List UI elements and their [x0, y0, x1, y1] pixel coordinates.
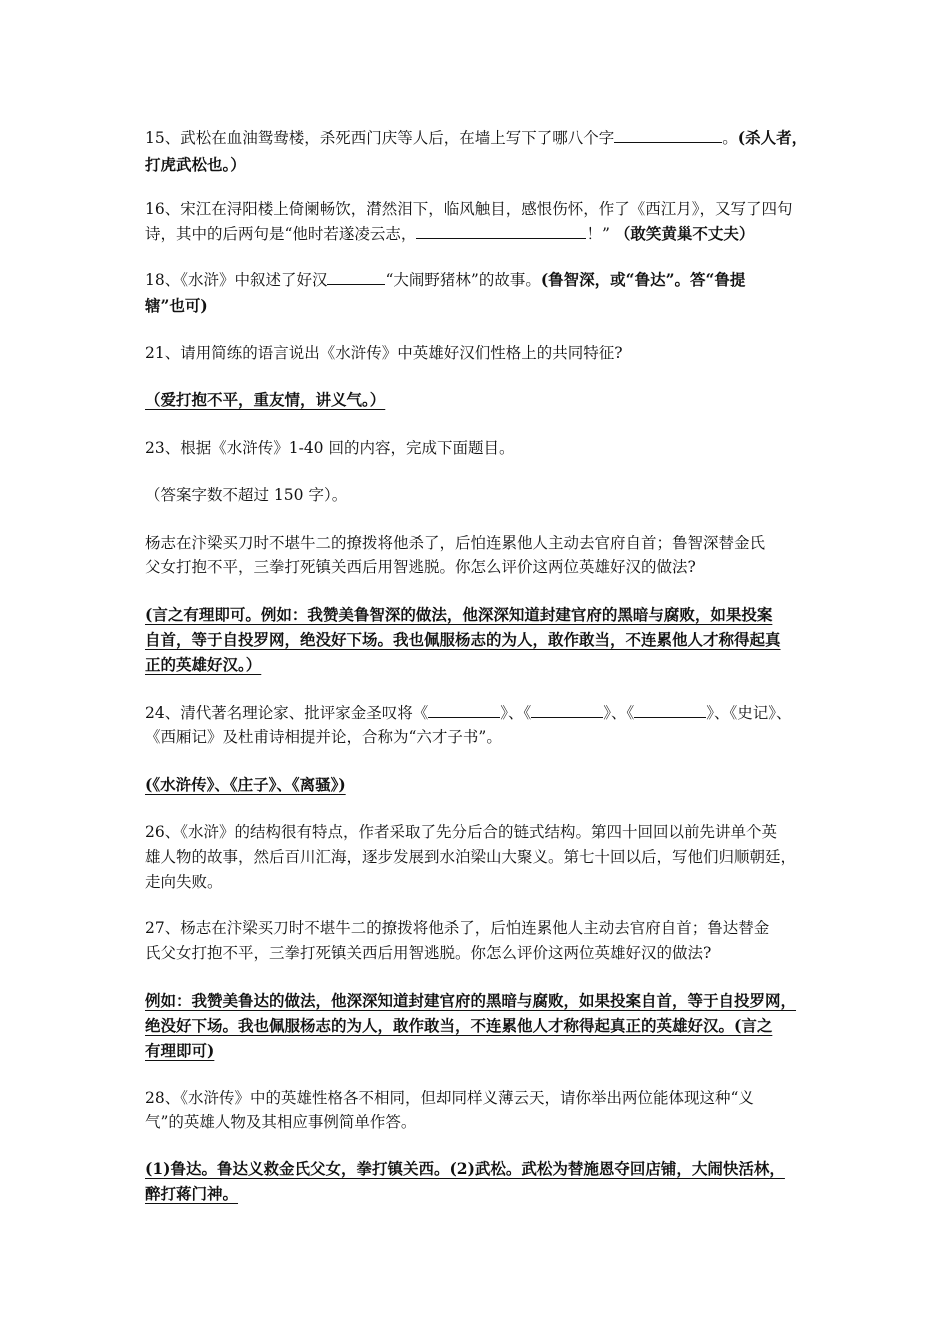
question-text: 15、武松在血油鸳鸯楼，杀死西门庆等人后，在墙上写下了哪八个字: [145, 129, 615, 147]
answer-text: 正的英雄好汉。）: [145, 655, 262, 674]
question-21: 21、请用简练的语言说出《水浒传》中英雄好汉们性格上的共同特征?: [145, 344, 623, 362]
question-26-line-3: 走向失败。: [145, 873, 223, 891]
answer-blank: [327, 270, 385, 285]
answer-text: （爱打抱不平，重友情，讲义气。）: [145, 390, 386, 409]
question-26-line-1: 26、《水浒》的结构很有特点，作者采取了先分后合的链式结构。第四十回回以前先讲单个英: [145, 823, 777, 841]
answer-text: (《水浒传》、《庄子》、《离骚》): [145, 775, 346, 794]
question-text: 》、《: [500, 704, 532, 722]
question-28-line-1: 28、《水浒传》中的英雄性格各不相同，但却同样义薄云天，请你举出两位能体现这种“义: [145, 1089, 754, 1107]
question-23-line-2: （答案字数不超过 150 字）。: [145, 486, 348, 504]
answer-blank: [634, 703, 706, 718]
question-24-line-2: 《西厢记》及杜甫诗相提并论，合称为“六才子书”。: [145, 728, 502, 746]
question-18: [145, 270, 745, 290]
question-26-line-2: 雄人物的故事，然后百川汇海，逐步发展到水泊梁山大聚义。第七十回以后，写他们归顺朝廷，: [145, 848, 797, 866]
answer-text: 例如：我赞美鲁达的做法，他深深知道封建官府的黑暗与腐败，如果投案自首，等于自投罗网，: [145, 991, 797, 1010]
answer-blank: [531, 703, 603, 718]
answer-text: (言之有理即可。例如：我赞美鲁智深的做法，他深深知道封建官府的黑暗与腐败，如果投案: [145, 605, 773, 624]
question-text: 》、《史记》、: [706, 704, 792, 722]
question-text: 诗，其中的后两句是“他时若遂凌云志，: [145, 225, 417, 243]
answer-blank: [428, 703, 500, 718]
answer-text: 有理即可): [145, 1041, 215, 1060]
question-23-line-4: 父女打抱不平，三拳打死镇关西后用智逃脱。你怎么评价这两位英雄好汉的做法?: [145, 558, 696, 576]
question-text: 》、《: [603, 704, 635, 722]
question-15: [145, 128, 807, 148]
answer-text: 自首，等于自投罗网，绝没好下场。我也佩服杨志的为人，敢作敢当，不连累他人才称得起真: [145, 630, 781, 649]
answer-text: 辖”也可): [145, 296, 208, 315]
question-punctuation: 。: [722, 129, 738, 147]
question-23-line-1: 23、根据《水浒传》1-40 回的内容，完成下面题目。: [145, 439, 515, 457]
question-23-line-3: 杨志在汴梁买刀时不堪牛二的撩拨将他杀了，后怕连累他人主动去官府自首；鲁智深替金氏: [145, 534, 766, 552]
answer-text: 醉打蒋门神。: [145, 1184, 239, 1203]
question-27-line-1: 27、杨志在汴梁买刀时不堪牛二的撩拨将他杀了，后怕连累他人主动去官府自首；鲁达替金: [145, 919, 770, 937]
answer-blank: [614, 128, 722, 143]
question-16-line-2: [145, 224, 754, 244]
question-text: “大闹野猪林”的故事。: [385, 271, 541, 289]
answer-text: (杀人者，: [737, 128, 808, 147]
answer-text: 绝没好下场。我也佩服杨志的为人，敢作敢当，不连累他人才称得起真正的英雄好汉。(言之: [145, 1016, 773, 1035]
answer-blank: [416, 224, 586, 239]
question-text: 18、《水浒》中叙述了好汉: [145, 271, 328, 289]
question-24-line-1: [145, 703, 792, 723]
question-28-line-2: 气”的英雄人物及其相应事例简单作答。: [145, 1113, 417, 1131]
question-text: ！”: [586, 225, 610, 243]
question-16-line-1: 16、宋江在浔阳楼上倚阑畅饮，潸然泪下，临风触目，感恨伤怀，作了《西江月》，又写了四句: [145, 200, 793, 218]
question-27-line-2: 氏父女打抱不平，三拳打死镇关西后用智逃脱。你怎么评价这两位英雄好汉的做法?: [145, 944, 712, 962]
answer-text: （敢笑黄巢不丈夫）: [614, 224, 755, 243]
answer-text: 打虎武松也。）: [145, 155, 246, 174]
answer-text: (鲁智深，或“鲁达”。答“鲁提: [540, 270, 746, 289]
question-text: 24、清代著名理论家、批评家金圣叹将《: [145, 704, 429, 722]
answer-text: (1)鲁达。鲁达义救金氏父女，拳打镇关西。(2)武松。武松为替施恩夺回店铺，大闹快活林，: [145, 1159, 785, 1178]
